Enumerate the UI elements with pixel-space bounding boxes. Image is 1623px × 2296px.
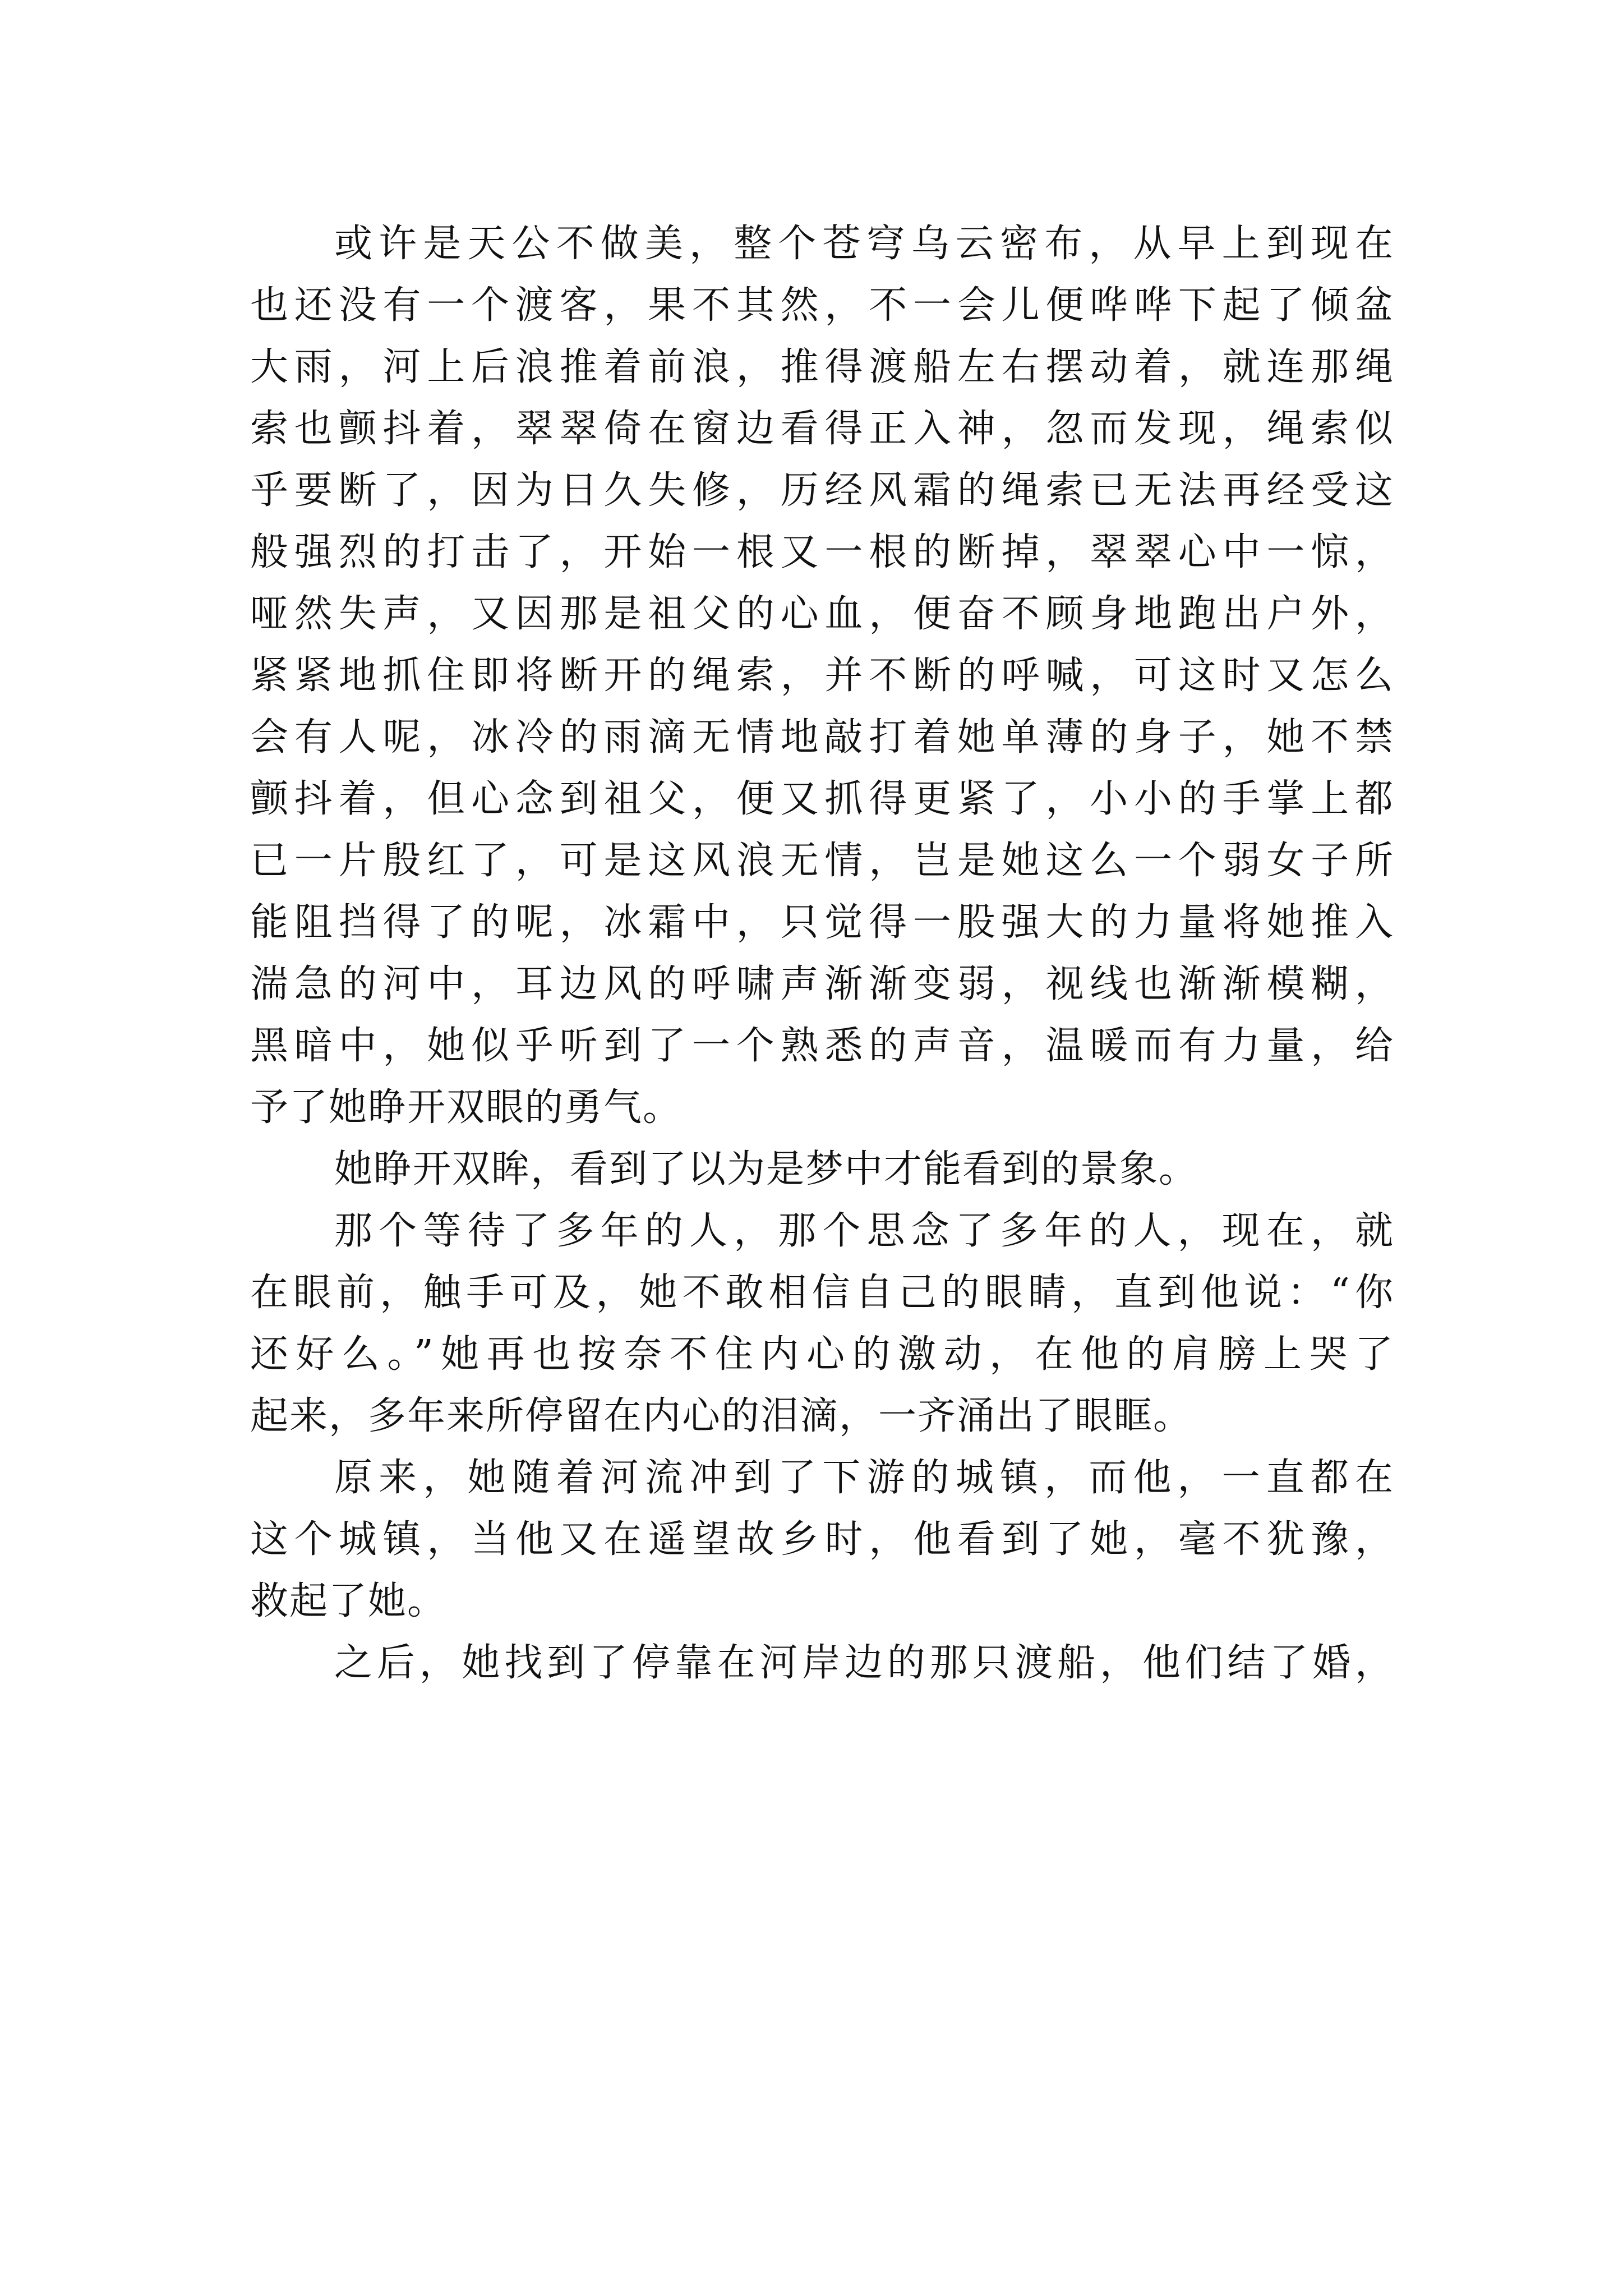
- text-line: 乎要断了，因为日久失修，历经风霜的绳索已无法再经受这: [250, 468, 1394, 513]
- text-line: 般强烈的打击了，开始一根又一根的断掉，翠翠心中一惊，: [250, 530, 1394, 574]
- text-line: 湍急的河中，耳边风的呼啸声渐渐变弱，视线也渐渐模糊，: [250, 962, 1394, 1006]
- text-line: 那个等待了多年的人，那个思念了多年的人，现在，就: [334, 1209, 1394, 1253]
- text-line: 哑然失声，又因那是祖父的心血，便奋不顾身地跑出户外，: [250, 592, 1394, 636]
- text-line: 黑暗中，她似乎听到了一个熟悉的声音，温暖而有力量，给: [250, 1024, 1394, 1068]
- text-line: 大雨，河上后浪推着前浪，推得渡船左右摆动着，就连那绳: [250, 345, 1394, 389]
- text-line: 起来，多年来所停留在内心的泪滴，一齐涌出了眼眶。: [250, 1394, 1193, 1438]
- text-line: 也还没有一个渡客，果不其然，不一会儿便哗哗下起了倾盆: [250, 283, 1394, 328]
- text-line: 这个城镇，当他又在遥望故乡时，他看到了她，毫不犹豫，: [250, 1517, 1394, 1562]
- text-line: 已一片殷红了，可是这风浪无情，岂是她这么一个弱女子所: [250, 839, 1394, 883]
- text-line: 救起了她。: [250, 1579, 447, 1623]
- text-line: 会有人呢，冰冷的雨滴无情地敲打着她单薄的身子，她不禁: [250, 715, 1394, 760]
- text-line: 她睁开双眸，看到了以为是梦中才能看到的景象。: [334, 1147, 1198, 1191]
- text-line: 还好么。”她再也按奈不住内心的激动，在他的肩膀上哭了: [250, 1332, 1394, 1377]
- text-line: 在眼前，触手可及，她不敢相信自己的眼睛，直到他说：“你: [250, 1271, 1394, 1315]
- text-line: 索也颤抖着，翠翠倚在窗边看得正入神，忽而发现，绳索似: [250, 407, 1394, 451]
- text-line: 原来，她随着河流冲到了下游的城镇，而他，一直都在: [334, 1456, 1394, 1500]
- text-line: 或许是天公不做美，整个苍穹乌云密布，从早上到现在: [334, 222, 1394, 266]
- text-line: 紧紧地抓住即将断开的绳索，并不断的呼喊，可这时又怎么: [250, 654, 1394, 698]
- text-line: 能阻挡得了的呢，冰霜中，只觉得一股强大的力量将她推入: [250, 900, 1394, 945]
- body-text: [250, 213, 1394, 1694]
- text-line: 之后，她找到了停靠在河岸边的那只渡船，他们结了婚，: [334, 1641, 1394, 1685]
- text-line: 予了她睁开双眼的勇气。: [250, 1085, 683, 1130]
- text-line: 颤抖着，但心念到祖父，便又抓得更紧了，小小的手掌上都: [250, 777, 1394, 821]
